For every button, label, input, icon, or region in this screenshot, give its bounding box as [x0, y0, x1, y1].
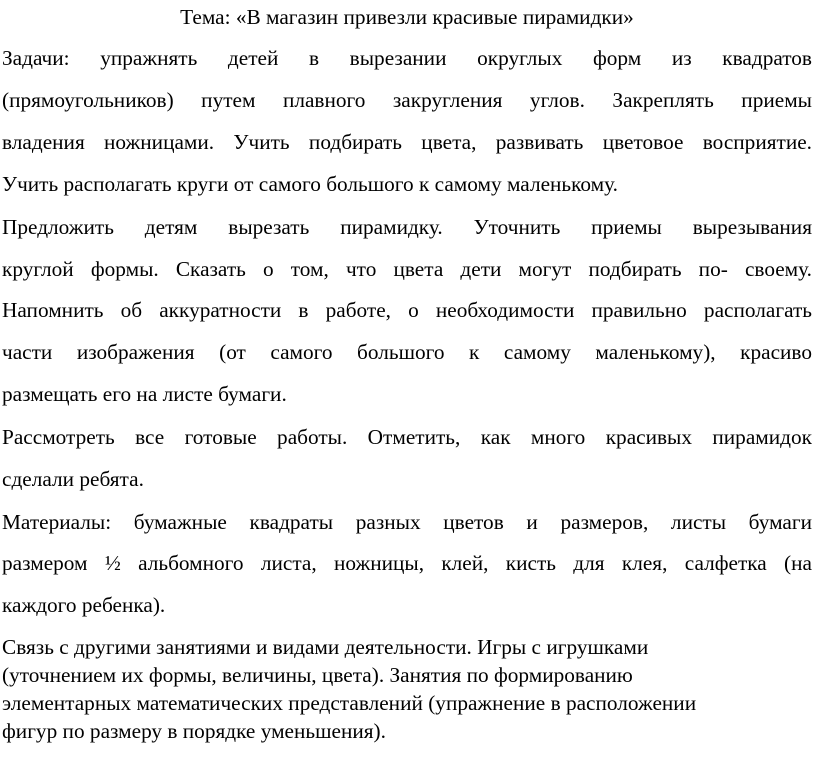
paragraph-line: Связь с другими занятиями и видами деятельности. Игры с игрушками — [2, 635, 649, 659]
paragraph-line: Напомнить об аккуратности в работе, о необходимости правильно располагать — [2, 298, 812, 322]
paragraph-line: круглой формы. Сказать о том, что цвета дети могут подбирать по- своему. — [2, 257, 812, 281]
paragraph-line: Учить располагать круги от самого большого к самому маленькому. — [2, 172, 618, 196]
paragraph-line: (прямоугольников) путем плавного закругления углов. Закреплять приемы — [2, 88, 812, 112]
paragraph-line: фигур по размеру в порядке уменьшения). — [2, 719, 386, 743]
paragraph-line: сделали ребята. — [2, 467, 144, 491]
paragraph-line: Предложить детям вырезать пирамидку. Уточнить приемы вырезывания — [2, 215, 812, 239]
document-title: Тема: «В магазин привезли красивые пирамидки» — [180, 5, 634, 29]
paragraph-line: каждого ребенка). — [2, 593, 166, 617]
paragraph-line: элементарных математических представлений (упражнение в расположении — [2, 691, 697, 715]
paragraph-line: размещать его на листе бумаги. — [2, 382, 287, 406]
paragraph-line: Рассмотреть все готовые работы. Отметить, как много красивых пирамидок — [2, 425, 812, 449]
paragraph-line: Материалы: бумажные квадраты разных цветов и размеров, листы бумаги — [2, 510, 812, 534]
paragraph-line: (уточнением их формы, величины, цвета). Занятия по формированию — [2, 663, 633, 687]
paragraph-line: Задачи: упражнять детей в вырезании округлых форм из квадратов — [2, 46, 812, 70]
paragraph-line: размером ½ альбомного листа, ножницы, клей, кисть для клея, салфетка (на — [2, 551, 812, 575]
paragraph-line: владения ножницами. Учить подбирать цвета, развивать цветовое восприятие. — [2, 130, 812, 154]
paragraph-line: части изображения (от самого большого к самому маленькому), красиво — [2, 340, 812, 364]
